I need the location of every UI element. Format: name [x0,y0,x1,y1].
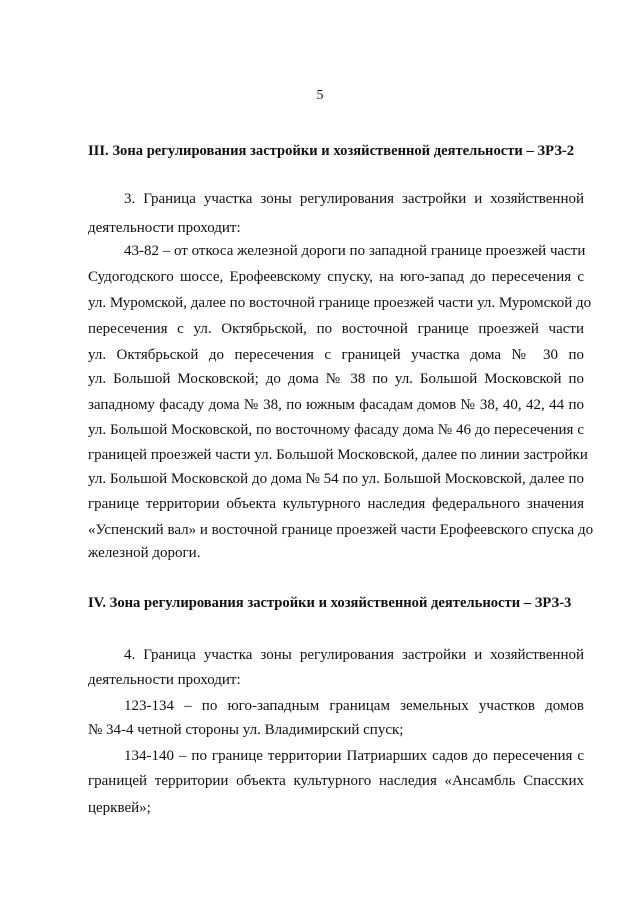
paragraph-line: ул. Октябрьской до пересечения с границей участка дома № 30 по [88,347,584,363]
paragraph-line: Судогодского шоссе, Ерофеевскому спуску, на юго-запад до пересечения с [88,269,584,285]
paragraph-line: ул. Большой Московской до дома № 54 по ул. Большой Московской, далее по [88,471,584,487]
paragraph-line: западному фасаду дома № 38, по южным фасадам домов № 38, 40, 42, 44 по [88,397,584,413]
paragraph-line: границей проезжей части ул. Большой Московской, далее по линии застройки [88,447,588,463]
paragraph-line: 134-140 – по границе территории Патриарших садов до пересечения с [124,748,584,764]
paragraph-line: границе территории объекта культурного наследия федерального значения [88,496,584,512]
paragraph-line: деятельности проходит: [88,672,241,688]
page-number: 5 [316,88,324,103]
paragraph-line: 43-82 – от откоса железной дороги по западной границе проезжей части [124,243,586,259]
paragraph-line: ул. Большой Московской, по восточному фасаду дома № 46 до пересечения с [88,422,584,438]
paragraph-line: железной дороги. [88,545,201,561]
paragraph-line: 4. Граница участка зоны регулирования застройки и хозяйственной [124,647,584,663]
section-heading-zrz-3: IV. Зона регулирования застройки и хозяйственной деятельности – ЗРЗ-3 [88,595,572,611]
paragraph-line: 3. Граница участка зоны регулирования застройки и хозяйственной [124,191,584,207]
paragraph-line: 123-134 – по юго-западным границам земельных участков домов [124,698,584,714]
section-heading-zrz-2: III. Зона регулирования застройки и хозяйственной деятельности – ЗРЗ-2 [88,143,575,159]
paragraph-line: «Успенский вал» и восточной границе проезжей части Ерофеевского спуска до [88,522,594,538]
paragraph-line: пересечения с ул. Октябрьской, по восточной границе проезжей части [88,321,584,337]
paragraph-line: ул. Муромской, далее по восточной границе проезжей части ул. Муромской до [88,295,592,311]
paragraph-line: церквей»; [88,800,151,816]
paragraph-line: № 34-4 четной стороны ул. Владимирский спуск; [88,722,404,738]
paragraph-line: ул. Большой Московской; до дома № 38 по ул. Большой Московской по [88,371,584,387]
paragraph-line: деятельности проходит: [88,220,241,236]
paragraph-line: границей территории объекта культурного наследия «Ансамбль Спасских [88,773,584,789]
